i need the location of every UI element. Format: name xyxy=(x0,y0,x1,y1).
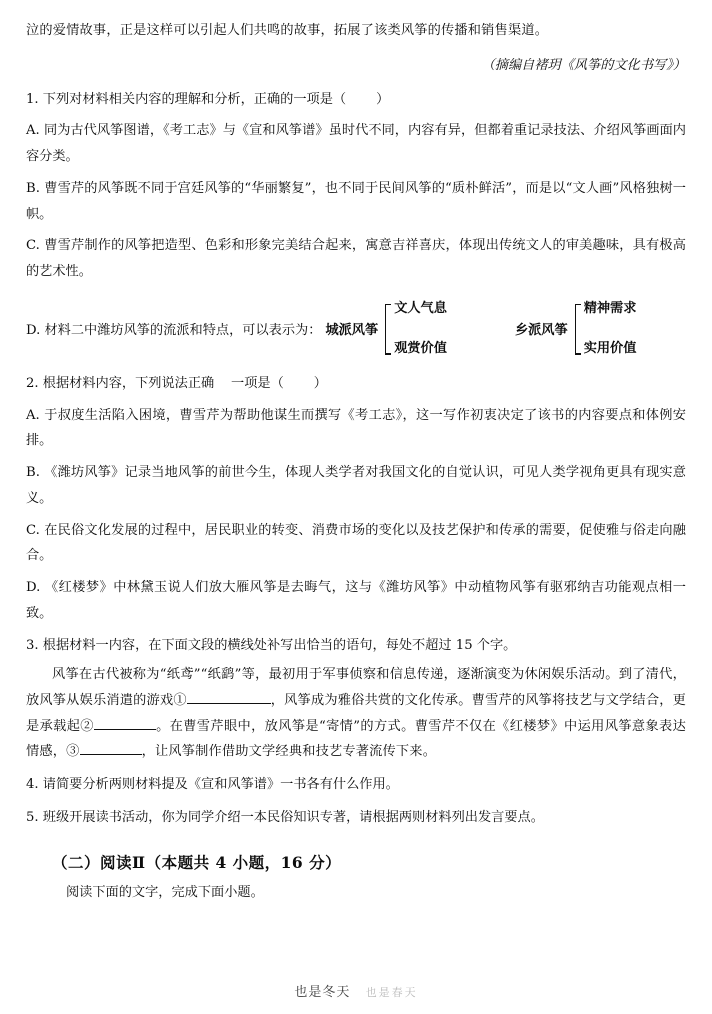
blank-3 xyxy=(80,754,142,755)
question-2-option-d: D. 《红楼梦》中林黛玉说人们放大雁风筝是去晦气，这与《潍坊风筝》中动植物风筝有驱邪纳吉功能观点相一致。 xyxy=(26,580,686,621)
diagram-group-left xyxy=(325,301,447,357)
brace-right-icon xyxy=(571,301,582,357)
blank-1 xyxy=(187,703,271,704)
question-2-option-b: B. 《潍坊风筝》记录当地风筝的前世今生，体现人类学者对我国文化的自觉认识，可见人类学视角更具有现实意义。 xyxy=(26,465,686,506)
question-1-option-d xyxy=(26,301,686,357)
question-2-number: 2. xyxy=(26,375,39,391)
question-2-text: 根据材料内容，下列说法正确 xyxy=(42,375,215,391)
diagram-group-right xyxy=(515,301,637,357)
diagram-left-items xyxy=(394,301,447,357)
question-4-number: 4. xyxy=(26,777,39,793)
diagram-right-item-2: 实用价值 xyxy=(583,341,637,357)
question-5-stem xyxy=(26,805,686,831)
question-5-number: 5. xyxy=(26,809,39,825)
diagram-left-item-1: 文人气息 xyxy=(394,300,447,316)
question-1-text: 下列对材料相关内容的理解和分析，正确的一项是（ xyxy=(42,91,347,107)
diagram-left-label: 城派风筝 xyxy=(325,323,379,339)
blank-2 xyxy=(94,729,156,730)
question-1-option-c: C. 曹雪芹制作的风筝把造型、色彩和形象完美结合起来，寓意吉祥喜庆，体现出传统文人的审美趣味，具有极高的艺术性。 xyxy=(26,238,686,280)
question-1-option-b: B. 曹雪芹的风筝既不同于宫廷风筝的“华丽繁复”，也不同于民间风筝的“质朴鲜活”，而是以“文人画”风格独树一帜。 xyxy=(26,180,686,222)
section-instruction: 阅读下面的文字，完成下面小题。 xyxy=(66,884,264,900)
question-2-blank xyxy=(288,376,310,391)
question-2-stem xyxy=(26,371,686,397)
question-4-stem xyxy=(26,772,686,798)
diagram-left-item-2: 观赏价值 xyxy=(394,341,447,357)
question-1-stem xyxy=(26,87,686,113)
diagram-right-label: 乡派风筝 xyxy=(514,323,568,339)
diagram-right-items xyxy=(584,301,637,357)
passage-part-4: ，让风筝制作借助文学经典和技艺专著流传下来。 xyxy=(141,744,437,760)
question-3-text: 根据材料一内容，在下面文段的横线处补写出恰当的语句，每处不超过 15 个字。 xyxy=(42,638,517,654)
question-2-stem-tail: ） xyxy=(313,375,327,391)
question-1-blank xyxy=(350,92,372,107)
passage-part-1: 风筝在古代被称为“纸鸢”“纸鹞”等，最初用于军事侦察和信息传递，逐渐演变为休闲娱乐活动。到了清代，放风筝从娱乐消遣的游戏① xyxy=(26,667,686,708)
question-2-option-a: A. 于叔度生活陷入困境，曹雪芹为帮助他谋生而撰写《考工志》，这一写作初衷决定了该书的内容要点和体例安排。 xyxy=(26,407,686,449)
section-title: （二）阅读Ⅱ（本题共 4 小题，16 分） xyxy=(52,852,342,872)
question-2-option-c: C. 在民俗文化发展的过程中，居民职业的转变、消费市场的变化以及技艺保护和传承的需要，促使雅与俗走向融合。 xyxy=(26,522,686,564)
diagram-right-item-1: 精神需求 xyxy=(583,300,637,316)
question-1-option-a: A. 同为古代风筝图谱，《考工志》与《宣和风筝谱》虽时代不同，内容有异，但都着重记录技法、介绍风筝画面内容分类。 xyxy=(26,123,686,165)
watermark-main: 也是冬天 xyxy=(294,985,351,1000)
question-1-number: 1. xyxy=(26,91,39,107)
passage-part-2: ，风筝成为雅俗共赏的文化传承。曹雪芹的风筝将技艺与文学结合，更是承载起② xyxy=(26,692,686,734)
passage-part-3: 。在曹雪芹眼中，放风筝是“寄情”的方式。曹雪芹不仅在《红楼梦》中运用风筝意象表达情感，③ xyxy=(26,718,687,760)
source-note: （摘编自褚玥《风筝的文化书写》） xyxy=(481,57,686,73)
question-3-stem xyxy=(26,633,686,659)
brace-left-icon xyxy=(381,301,392,357)
watermark xyxy=(0,981,712,1000)
question-4-text: 请简要分析两则材料提及《宣和风筝谱》一书各有什么作用。 xyxy=(42,777,399,793)
continuation-paragraph: 泣的爱情故事，正是这样可以引起人们共鸣的故事，拓展了该类风筝的传播和销售渠道。 xyxy=(26,23,549,38)
question-3-passage xyxy=(26,662,686,765)
watermark-faint: 也是春天 xyxy=(365,986,418,999)
question-3-number: 3. xyxy=(26,638,39,654)
option-d-lead: D. 材料二中潍坊风筝的流派和特点，可以表示为： xyxy=(26,323,322,339)
question-1-stem-tail: ） xyxy=(376,91,390,107)
question-2-text-mid: 一项是（ xyxy=(231,375,284,391)
question-5-text: 班级开展读书活动，你为同学介绍一本民俗知识专著，请根据两则材料列出发言要点。 xyxy=(42,809,544,825)
